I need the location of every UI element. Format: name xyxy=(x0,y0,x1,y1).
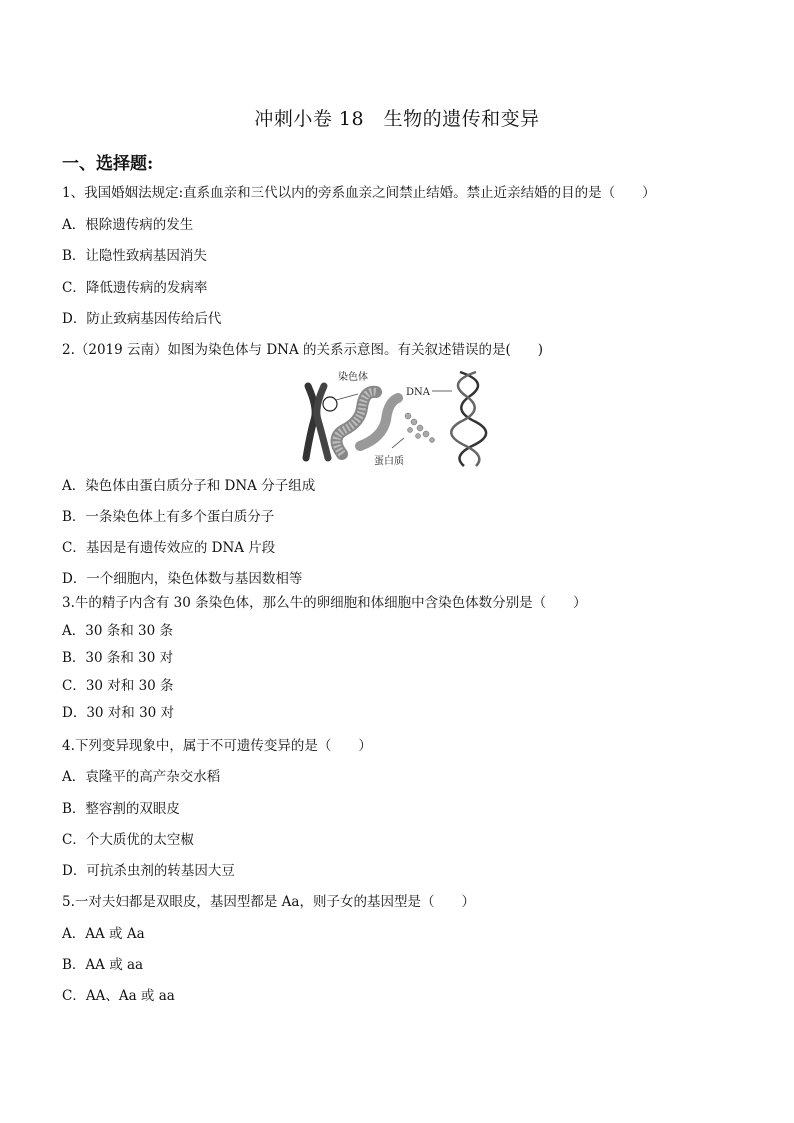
question-5-option-a: A．AA 或 Aa xyxy=(62,926,145,942)
section-heading: 一、选择题: xyxy=(62,154,154,174)
question-3-option-c: C．30 对和 30 条 xyxy=(62,678,174,694)
protein-beads xyxy=(405,413,435,443)
question-5-stem: 5.一对夫妇都是双眼皮，基因型都是 Aa，则子女的基因型是（ ） xyxy=(62,894,475,910)
question-3-option-b: B．30 条和 30 对 xyxy=(62,650,174,666)
question-2-option-b: B．一条染色体上有多个蛋白质分子 xyxy=(62,509,275,525)
question-4-option-b: B．整容割的双眼皮 xyxy=(62,801,180,817)
question-2-option-d: D．一个细胞内，染色体数与基因数相等 xyxy=(62,571,303,587)
question-4-option-a: A．袁隆平的高产杂交水稻 xyxy=(62,769,221,785)
chromosome-dna-figure xyxy=(300,368,500,468)
question-2-option-c: C．基因是有遗传效应的 DNA 片段 xyxy=(62,540,276,556)
question-4-stem: 4.下列变异现象中，属于不可遗传变异的是（ ） xyxy=(62,738,372,754)
question-3-stem: 3.牛的精子内含有 30 条染色体，那么牛的卵细胞和体细胞中含染色体数分别是（ ） xyxy=(62,595,587,611)
question-4-option-d: D．可抗杀虫剂的转基因大豆 xyxy=(62,863,235,879)
question-1-option-d: D．防止致病基因传给后代 xyxy=(62,311,222,327)
page-title: 冲刺小卷 18 生物的遗传和变异 xyxy=(254,108,540,130)
question-1-stem: 1、我国婚姻法规定:直系血亲和三代以内的旁系血亲之间禁止结婚。禁止近亲结婚的目的是（ ） xyxy=(62,185,656,201)
question-3-option-a: A．30 条和 30 条 xyxy=(62,623,173,639)
question-1-option-c: C．降低遗传病的发病率 xyxy=(62,280,208,296)
question-5-option-c: C．AA、Aa 或 aa xyxy=(62,988,175,1004)
question-2-option-a: A．染色体由蛋白质分子和 DNA 分子组成 xyxy=(62,478,316,494)
question-4-option-c: C．个大质优的太空椒 xyxy=(62,832,194,848)
coiled-fiber-drawing xyxy=(336,392,398,454)
question-3-option-d: D．30 对和 30 对 xyxy=(62,705,175,721)
question-2-stem: 2.（2019 云南）如图为染色体与 DNA 的关系示意图。有关叙述错误的是( ) xyxy=(62,342,544,358)
dna-helix-drawing xyxy=(451,372,486,466)
chromosome-dna-illustration xyxy=(300,368,500,468)
label-protein: 蛋白质 xyxy=(374,456,404,467)
label-chromosome: 染色体 xyxy=(338,372,368,383)
label-dna: DNA xyxy=(406,387,430,398)
question-1-option-b: B．让隐性致病基因消失 xyxy=(62,248,207,264)
question-5-option-b: B．AA 或 aa xyxy=(62,957,144,973)
question-1-option-a: A．根除遗传病的发生 xyxy=(62,217,194,233)
